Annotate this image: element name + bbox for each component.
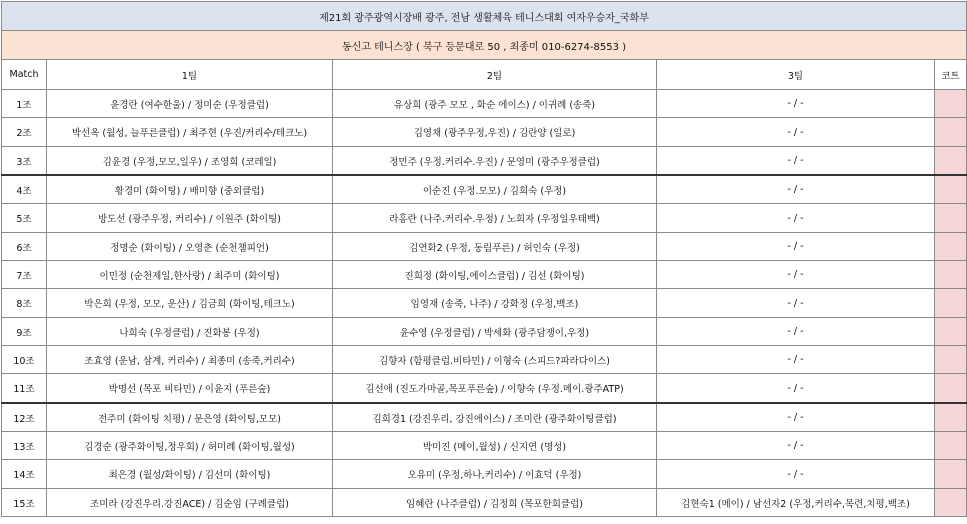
team3-cell: - / - xyxy=(657,261,935,289)
team1-cell: 방도선 (광주우정, 커리수) / 이원주 (화이팅) xyxy=(47,204,333,233)
page-title: 제21회 광주광역시장배 광주, 전남 생활체육 테니스대회 여자우승자_국화부 xyxy=(2,2,967,31)
team1-cell: 윤경란 (여수한울) / 정미순 (우정클럽) xyxy=(47,90,333,118)
court-cell[interactable] xyxy=(935,147,967,176)
header-team2: 2팀 xyxy=(333,60,657,90)
team3-cell: - / - xyxy=(657,90,935,118)
match-group-cell: 5조 xyxy=(2,204,47,233)
match-row xyxy=(2,118,967,147)
header-team3: 3팀 xyxy=(657,60,935,90)
match-group-cell: 12조 xyxy=(2,403,47,432)
team2-cell: 김연화2 (우정, 동림푸른) / 허인숙 (우정) xyxy=(333,233,657,261)
team2-cell: 박미진 (메이,월성) / 신지연 (명성) xyxy=(333,432,657,460)
court-cell[interactable] xyxy=(935,90,967,118)
court-cell[interactable] xyxy=(935,318,967,346)
match-row xyxy=(2,204,967,233)
match-group-cell: 11조 xyxy=(2,374,47,404)
team1-cell: 조효영 (운남, 삼계, 커리수) / 최종미 (송죽,커리수) xyxy=(47,346,333,374)
match-group-cell: 10조 xyxy=(2,346,47,374)
match-group-cell: 7조 xyxy=(2,261,47,289)
team2-cell: 정민주 (우정.커리수.우진) / 문영미 (광주우정클럽) xyxy=(333,147,657,176)
match-row xyxy=(2,289,967,318)
team3-cell: - / - xyxy=(657,233,935,261)
header-team1: 1팀 xyxy=(47,60,333,90)
team1-cell: 이민정 (순천제일,한사랑) / 최주미 (화이팅) xyxy=(47,261,333,289)
team1-cell: 최은경 (월성/화이팅) / 김선미 (화이팅) xyxy=(47,460,333,489)
team3-cell: - / - xyxy=(657,289,935,318)
team3-cell: - / - xyxy=(657,318,935,346)
match-group-cell: 8조 xyxy=(2,289,47,318)
team1-cell: 김윤경 (우정,모모,일우) / 조영희 (코레일) xyxy=(47,147,333,176)
team3-cell: - / - xyxy=(657,204,935,233)
team3-cell: - / - xyxy=(657,346,935,374)
court-cell[interactable] xyxy=(935,374,967,404)
match-row xyxy=(2,147,967,176)
team2-cell: 이순진 (우정.모모) / 김희숙 (우정) xyxy=(333,175,657,204)
team1-cell: 전주미 (화이팅 치평) / 문은영 (화이팅,모모) xyxy=(47,403,333,432)
column-header-row xyxy=(2,60,967,90)
team3-cell: 김현숙1 (메이) / 남선자2 (우정,커리수,목련,치평,백조) xyxy=(657,489,935,517)
title-row xyxy=(2,2,967,31)
match-group-cell: 6조 xyxy=(2,233,47,261)
court-cell[interactable] xyxy=(935,403,967,432)
match-row xyxy=(2,90,967,118)
team2-cell: 김영채 (광주우정,우진) / 김란양 (일로) xyxy=(333,118,657,147)
team3-cell: - / - xyxy=(657,374,935,404)
venue-row xyxy=(2,31,967,60)
match-group-cell: 1조 xyxy=(2,90,47,118)
match-group-cell: 3조 xyxy=(2,147,47,176)
team1-cell: 조미라 (강진우리.강진ACE) / 김순임 (구례클럽) xyxy=(47,489,333,517)
header-court: 코트 xyxy=(935,60,967,90)
team1-cell: 정명순 (화이팅) / 오영춘 (순천챔피언) xyxy=(47,233,333,261)
header-match: Match xyxy=(2,60,47,90)
team2-cell: 오유미 (우정,하나,커리수) / 이효덕 (우정) xyxy=(333,460,657,489)
team3-cell: - / - xyxy=(657,147,935,176)
team2-cell: 김희경1 (강진우리, 강진에이스) / 조미란 (광주화이팅클럽) xyxy=(333,403,657,432)
court-cell[interactable] xyxy=(935,204,967,233)
match-row xyxy=(2,460,967,489)
team2-cell: 진희정 (화이팅,에이스클럽) / 김선 (화이팅) xyxy=(333,261,657,289)
match-row xyxy=(2,261,967,289)
team1-cell: 박은희 (우정, 모모, 운산) / 김금희 (화이팅,테크노) xyxy=(47,289,333,318)
match-row xyxy=(2,432,967,460)
match-group-cell: 13조 xyxy=(2,432,47,460)
court-cell[interactable] xyxy=(935,489,967,517)
team2-cell: 김선애 (진도가마골,목포푸른숲) / 이향숙 (우정.메이.광주ATP) xyxy=(333,374,657,404)
match-group-cell: 2조 xyxy=(2,118,47,147)
match-group-cell: 15조 xyxy=(2,489,47,517)
court-cell[interactable] xyxy=(935,346,967,374)
team2-cell: 윤수영 (우정클럽) / 박세화 (광주담쟁이,우정) xyxy=(333,318,657,346)
team1-cell: 나희숙 (우정클럽) / 진화봉 (우정) xyxy=(47,318,333,346)
team3-cell: - / - xyxy=(657,432,935,460)
team2-cell: 유상희 (광주 모모 , 화순 에이스) / 이귀례 (송죽) xyxy=(333,90,657,118)
match-row xyxy=(2,489,967,517)
court-cell[interactable] xyxy=(935,261,967,289)
match-row xyxy=(2,346,967,374)
match-row xyxy=(2,318,967,346)
court-cell[interactable] xyxy=(935,233,967,261)
team3-cell: - / - xyxy=(657,118,935,147)
match-row xyxy=(2,175,967,204)
team2-cell: 임혜란 (나주클럽) / 김정희 (목포한희클럽) xyxy=(333,489,657,517)
venue-info: 동신고 테니스장 ( 북구 등문대로 50 , 최종미 010-6274-8553 ) xyxy=(2,31,967,60)
team2-cell: 임영재 (송죽, 나주) / 강화정 (우정,백조) xyxy=(333,289,657,318)
court-cell[interactable] xyxy=(935,175,967,204)
team2-cell: 라홍란 (나주.커리수.우정) / 노희자 (우정일우태백) xyxy=(333,204,657,233)
court-cell[interactable] xyxy=(935,118,967,147)
team1-cell: 김경순 (광주화이팅,정우회) / 허미례 (화이팅,월성) xyxy=(47,432,333,460)
court-cell[interactable] xyxy=(935,460,967,489)
team1-cell: 박선옥 (월성, 늘푸른클럽) / 최주현 (우진/커리수/테크노) xyxy=(47,118,333,147)
match-row xyxy=(2,374,967,404)
match-row xyxy=(2,233,967,261)
team3-cell: - / - xyxy=(657,403,935,432)
court-cell[interactable] xyxy=(935,289,967,318)
court-cell[interactable] xyxy=(935,432,967,460)
match-group-cell: 9조 xyxy=(2,318,47,346)
team3-cell: - / - xyxy=(657,175,935,204)
match-group-cell: 14조 xyxy=(2,460,47,489)
match-group-cell: 4조 xyxy=(2,175,47,204)
match-row xyxy=(2,403,967,432)
team2-cell: 김향자 (함평클럽.비타민) / 이형숙 (스피드?파라다이스) xyxy=(333,346,657,374)
team1-cell: 박명선 (목포 비타민) / 이윤지 (푸른숲) xyxy=(47,374,333,404)
team3-cell: - / - xyxy=(657,460,935,489)
team1-cell: 황경미 (화이팅) / 배미향 (중외클럽) xyxy=(47,175,333,204)
bracket-table xyxy=(1,1,967,517)
